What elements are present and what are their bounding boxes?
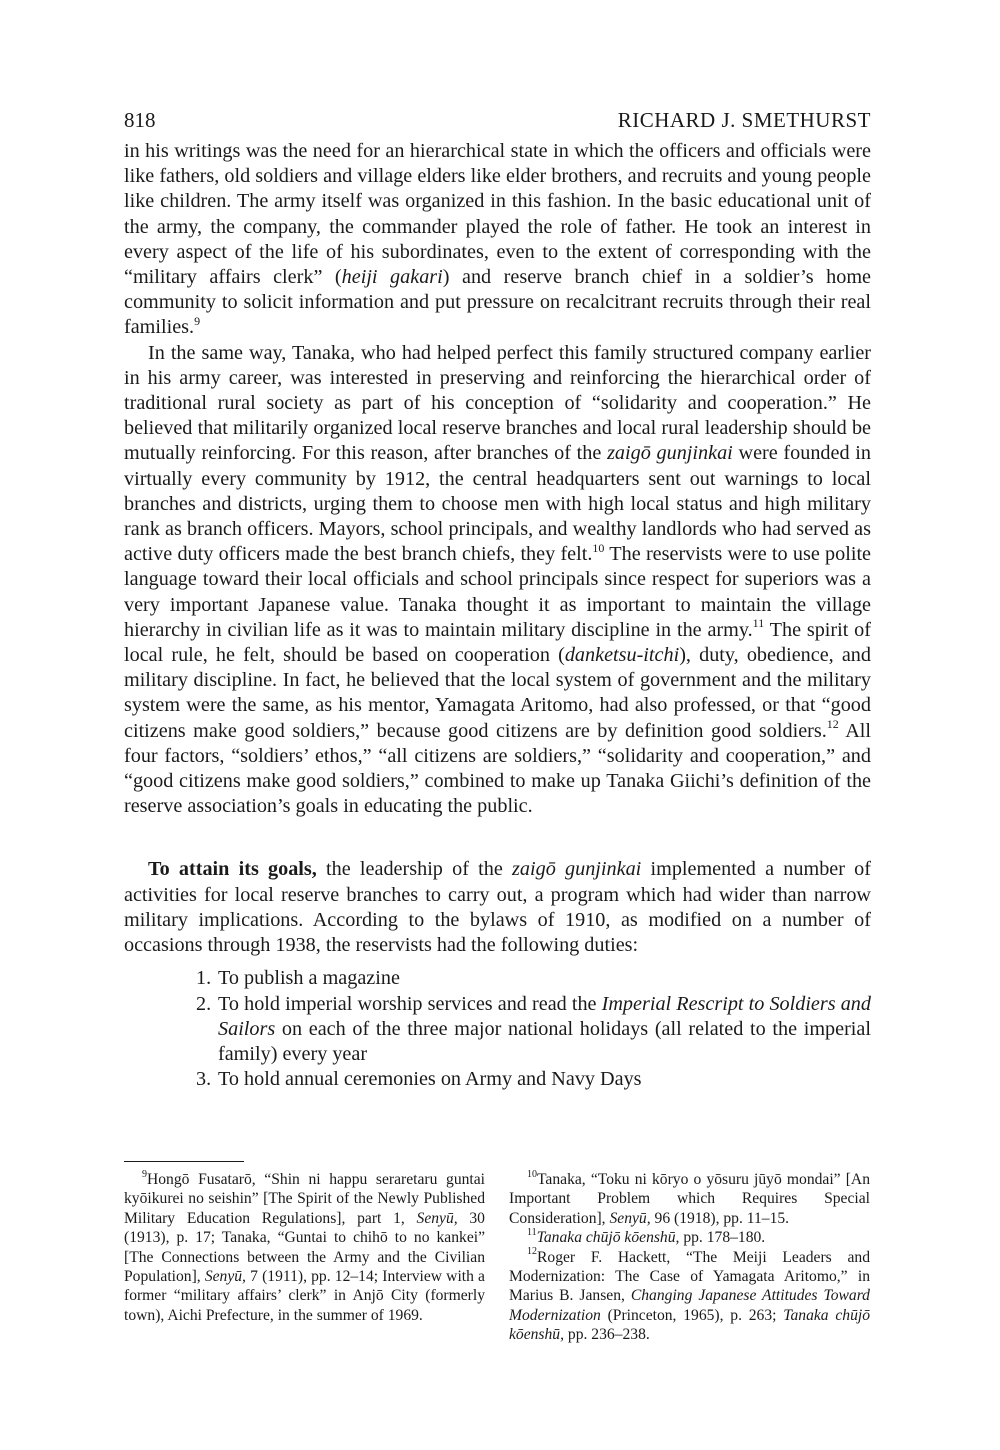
text-run: All four factors, “soldiers’ ethos,” “all citizens are soldiers,” “solidarity and cooperation,” and “good citizens make good soldiers,” combined to make up Tanaka Giichi’s definition of the reserve association’s goals in educating the public. <box>124 719 871 818</box>
footnote-10 <box>509 1170 870 1228</box>
text-run: the leadership of the <box>316 858 513 881</box>
footnote-ref[interactable]: 11 <box>752 616 765 631</box>
text-run: implemented a number of activities for local reserve branches to carry out, a program which had wider than narrow military implications. According to the bylaws of 1910, as modified on a number of occasions through 1938, the reservists had the following duties: <box>124 858 872 957</box>
footnote-number: 10 <box>527 1168 537 1180</box>
footnote-ref[interactable]: 12 <box>826 716 839 731</box>
section-lead-in: To attain its goals, <box>148 858 317 881</box>
running-head: RICHARD J. SMETHURST <box>617 108 871 132</box>
list-item <box>196 1067 871 1092</box>
text-run: To publish a magazine <box>218 967 400 990</box>
text-run: on each of the three major national holidays (all related to the imperial family) every year <box>218 1017 871 1065</box>
paragraph <box>124 341 871 820</box>
list-item <box>196 992 871 1068</box>
italic-term: zaigō gunjinkai <box>607 442 733 465</box>
italic-term: Senyū, <box>416 1209 458 1227</box>
footnote-ref[interactable]: 10 <box>592 540 605 555</box>
italic-term: Changing Japanese Attitudes Toward Modernization <box>509 1287 870 1324</box>
text-run: Tanaka, “Toku ni kōryo o yōsuru jūyō mondai” [An Important Problem which Requires Special Consideration], <box>509 1171 870 1227</box>
italic-term: danketsu-itchi <box>564 644 680 667</box>
list-number: 3. <box>196 1068 212 1091</box>
italic-term: Tanaka chūjō kōenshū, <box>536 1229 680 1247</box>
text-run: were founded in virtually every community by 1912, the central headquarters sent out warnings to local branches and districts, urging them to choose men with high local status and high military rank as branch officers. Mayors, school principals, and wealthy landlords who had served as active duty officers made the best branch chiefs, they felt. <box>124 442 871 566</box>
article-body <box>124 139 871 1092</box>
text-run: Roger F. Hackett, “The Meiji Leaders and Modernization: The Case of Yamagata Aritomo,” in Marius B. Jansen, <box>509 1248 870 1305</box>
footnote-divider <box>124 1161 244 1162</box>
footnote-ref[interactable]: 9 <box>194 313 201 328</box>
footnotes <box>124 1170 871 1345</box>
page <box>124 108 871 1092</box>
text-run: The spirit of local rule, he felt, should be based on cooperation ( <box>124 618 871 667</box>
footnote-number: 12 <box>527 1246 537 1258</box>
footnote-12 <box>509 1248 870 1345</box>
text-run: (Princeton, 1965), p. 263; <box>600 1306 784 1324</box>
text-run: pp. 178–180. <box>679 1229 766 1247</box>
text-run: In the same way, Tanaka, who had helped perfect this family structured company earlier in his army career, was interested in preserving and reinforcing the hierarchical order of traditional rural society as part of his conception of “solidarity and cooperation.” He believed that militarily organized local reserve branches and local rural leadership should be mutually reinforcing. For this reason, after branches of the <box>124 341 871 465</box>
text-run: 30 (1913), p. 17; Tanaka, “Guntai to chihō to no kankei” [The Connections between the Army and the Civilian Population], <box>124 1209 485 1286</box>
text-run: pp. 236–238. <box>564 1326 650 1344</box>
footnote-column-left <box>124 1170 485 1345</box>
italic-term: Imperial Rescript to Soldiers and Sailors <box>218 992 871 1040</box>
duties-list <box>124 966 871 1092</box>
paragraph <box>124 857 871 958</box>
page-header <box>124 108 871 133</box>
page-number: 818 <box>124 108 156 132</box>
italic-term: Senyū, <box>204 1268 246 1286</box>
list-number: 1. <box>196 967 212 990</box>
footnote-number: 11 <box>527 1227 537 1239</box>
text-run: Hongō Fusatarō, “Shin ni happu seraretaru guntai kyōikurei no seishin” [The Spirit of the Newly Published Military Education Regulations], part 1, <box>124 1171 485 1227</box>
footnote-column-right <box>509 1170 870 1345</box>
text-run: ) and reserve branch chief in a soldier’s home community to solicit information and put pressure on recalcitrant recruits through their real families. <box>124 266 871 339</box>
list-item <box>196 966 871 991</box>
italic-term: Tanaka chūjō kōenshū, <box>509 1306 870 1344</box>
text-run: To hold annual ceremonies on Army and Navy Days <box>218 1068 642 1091</box>
italic-term: heiji gakari <box>341 266 443 289</box>
text-run: ), duty, obedience, and military discipline. In fact, he believed that the local system of government and the military system were the same, as his mentor, Yamagata Aritomo, had also professed, or that “good citizens make good soldiers,” because good citizens are by definition good soldiers. <box>124 644 871 742</box>
text-run: in his writings was the need for an hierarchical state in which the officers and officials were like fathers, old soldiers and village elders like elder brothers, and recruits and young people like children. The army itself was organized in this fashion. In the basic educational unit of the army, the company, the commander played the role of father. He took an interest in every aspect of the life of his subordinates, even to the extent of corresponding with the “military affairs clerk” ( <box>124 140 871 289</box>
italic-term: zaigō gunjinkai <box>512 858 642 881</box>
text-run: 96 (1918), pp. 11–15. <box>650 1209 790 1227</box>
text-run: 7 (1911), pp. 12–14; Interview with a former “military affairs’ clerk” in Anjō City (formerly town), Aichi Prefecture, in the summer of 1969. <box>124 1268 485 1324</box>
footnote-11 <box>509 1228 870 1247</box>
footnote-number: 9 <box>142 1168 147 1180</box>
italic-term: Senyū, <box>609 1209 651 1227</box>
list-number: 2. <box>196 992 212 1015</box>
text-run: The reservists were to use polite language toward their local officials and school principals since respect for superiors was a very important Japanese value. Tanaka thought it as important to maintain the village hierarchy in civilian life as it was to maintain military discipline in the army. <box>124 543 872 641</box>
paragraph <box>124 139 871 341</box>
text-run: To hold imperial worship services and read the <box>218 992 602 1015</box>
footnote-9 <box>124 1170 485 1325</box>
